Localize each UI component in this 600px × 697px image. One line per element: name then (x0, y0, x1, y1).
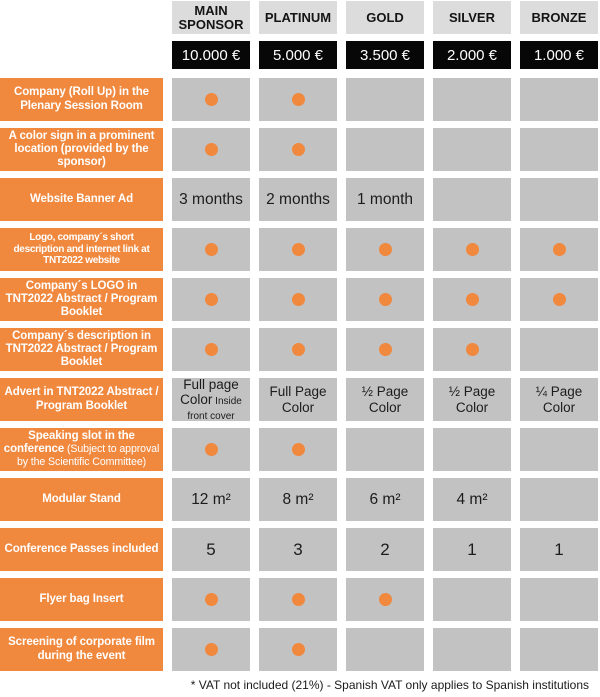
price-spacer (0, 41, 163, 69)
tier-header-silver: SILVER (433, 1, 511, 34)
tier-header-main-sponsor: MAIN SPONSOR (172, 1, 250, 34)
tier-value-cell (346, 128, 424, 171)
tier-value-cell (172, 178, 250, 221)
tier-value-cell (172, 128, 250, 171)
feature-label-text: Logo, company´s short description and internet link at TNT2022 website (13, 232, 150, 267)
tier-value-cell (346, 78, 424, 121)
tier-value-cell (433, 378, 511, 421)
cell-value-text: 3 months (179, 190, 243, 208)
feature-row (0, 578, 600, 621)
tier-value-cell (433, 78, 511, 121)
included-dot-icon (205, 343, 218, 356)
tier-value-cell (520, 578, 598, 621)
cell-value-text: 3 (293, 539, 303, 559)
included-dot-icon (379, 243, 392, 256)
feature-label-text: Modular Stand (42, 492, 121, 505)
tier-value-cell (172, 328, 250, 371)
feature-label-note: (Subject to approval by the Scientific Committee) (16, 442, 160, 469)
feature-rows (0, 78, 600, 671)
feature-row (0, 528, 600, 571)
tier-value-cell (520, 278, 598, 321)
feature-label (0, 78, 163, 121)
tier-value-cell (172, 78, 250, 121)
cell-value-text: 5 (206, 539, 216, 559)
included-dot-icon (292, 243, 305, 256)
included-dot-icon (379, 343, 392, 356)
cell-value-small-text: Inside front cover (187, 395, 242, 423)
tier-value-cell (259, 628, 337, 671)
feature-row (0, 278, 600, 321)
feature-label (0, 328, 163, 371)
included-dot-icon (292, 293, 305, 306)
tier-value-cell (346, 478, 424, 521)
tier-value-cell (520, 328, 598, 371)
tier-value-cell (172, 378, 250, 421)
feature-label-text: Company (Roll Up) in the Plenary Session Room (14, 86, 149, 112)
tier-value-cell (172, 278, 250, 321)
included-dot-icon (205, 143, 218, 156)
feature-label-text: A color sign in a prominent location (provided by the sponsor) (8, 129, 155, 169)
included-dot-icon (379, 293, 392, 306)
tier-value-cell (346, 328, 424, 371)
tier-value-cell (520, 78, 598, 121)
tier-price-silver: 2.000 € (433, 41, 511, 69)
feature-row (0, 378, 600, 421)
tier-value-cell (259, 378, 337, 421)
feature-row (0, 428, 600, 471)
tier-value-cell (172, 228, 250, 271)
feature-label (0, 378, 163, 421)
tier-value-cell (520, 528, 598, 571)
included-dot-icon (292, 93, 305, 106)
tier-value-cell (172, 578, 250, 621)
included-dot-icon (205, 443, 218, 456)
cell-value-text: ½ Page Color (448, 384, 496, 415)
tier-value-cell (259, 528, 337, 571)
cell-value-text: 1 (554, 539, 564, 559)
tier-price-gold: 3.500 € (346, 41, 424, 69)
tier-value-cell (520, 628, 598, 671)
cell-value-text: Full page Color Inside front cover (180, 376, 242, 423)
feature-label-text: Advert in TNT2022 Abstract / Program Booklet (4, 386, 159, 412)
tier-value-cell (433, 428, 511, 471)
feature-label (0, 178, 163, 221)
tier-value-cell (520, 478, 598, 521)
tier-price-row (0, 41, 600, 69)
tier-value-cell (520, 228, 598, 271)
cell-value-text: 4 m² (456, 490, 488, 508)
tier-value-cell (433, 328, 511, 371)
cell-value-text: 6 m² (369, 490, 401, 508)
tier-value-cell (520, 378, 598, 421)
tier-value-cell (433, 628, 511, 671)
tier-value-cell (346, 228, 424, 271)
included-dot-icon (205, 243, 218, 256)
tier-header-bronze: BRONZE (520, 1, 598, 34)
feature-label (0, 428, 163, 471)
tier-value-cell (172, 528, 250, 571)
tier-value-cell (346, 628, 424, 671)
cell-value-text: Full Page Color (269, 384, 327, 415)
included-dot-icon (292, 443, 305, 456)
tier-header-row (0, 1, 600, 34)
feature-label-text: Flyer bag Insert (39, 592, 124, 605)
included-dot-icon (205, 593, 218, 606)
header-spacer (0, 1, 163, 34)
tier-value-cell (433, 528, 511, 571)
tier-value-cell (259, 128, 337, 171)
feature-label (0, 228, 163, 271)
feature-label-text: Company´s LOGO in TNT2022 Abstract / Program Booklet (5, 279, 158, 319)
feature-label-text: Speaking slot in the conference (Subject to approval by the Scientific Committee) (3, 429, 160, 469)
included-dot-icon (292, 143, 305, 156)
included-dot-icon (466, 243, 479, 256)
tier-header-platinum: PLATINUM (259, 1, 337, 34)
included-dot-icon (553, 243, 566, 256)
cell-value-text: 12 m² (191, 490, 231, 508)
tier-value-cell (433, 128, 511, 171)
feature-row (0, 478, 600, 521)
feature-label-text: Website Banner Ad (29, 192, 134, 205)
feature-label (0, 128, 163, 171)
feature-row (0, 628, 600, 671)
tier-value-cell (259, 328, 337, 371)
included-dot-icon (292, 343, 305, 356)
tier-price-main-sponsor: 10.000 € (172, 41, 250, 69)
tier-value-cell (259, 428, 337, 471)
feature-label (0, 578, 163, 621)
tier-value-cell (346, 428, 424, 471)
tier-value-cell (346, 178, 424, 221)
vat-footnote: * VAT not included (21%) - Spanish VAT only applies to Spanish institutions (190, 678, 589, 692)
included-dot-icon (553, 293, 566, 306)
tier-price-bronze: 1.000 € (520, 41, 598, 69)
tier-value-cell (346, 378, 424, 421)
cell-value-text: 8 m² (282, 490, 314, 508)
tier-value-cell (433, 278, 511, 321)
tier-value-cell (259, 178, 337, 221)
tier-value-cell (433, 178, 511, 221)
feature-label-text: Conference Passes included (4, 542, 159, 555)
tier-header-gold: GOLD (346, 1, 424, 34)
included-dot-icon (292, 593, 305, 606)
feature-label (0, 528, 163, 571)
tier-value-cell (346, 278, 424, 321)
included-dot-icon (466, 293, 479, 306)
tier-value-cell (172, 478, 250, 521)
feature-row (0, 228, 600, 271)
tier-value-cell (520, 428, 598, 471)
tier-value-cell (172, 428, 250, 471)
feature-label-text: Company´s description in TNT2022 Abstract / Program Booklet (5, 329, 158, 369)
tier-value-cell (433, 478, 511, 521)
included-dot-icon (205, 93, 218, 106)
feature-label-text: Screening of corporate film during the event (8, 636, 155, 662)
cell-value-text: 2 (380, 539, 390, 559)
tier-value-cell (346, 528, 424, 571)
tier-value-cell (259, 278, 337, 321)
tier-value-cell (520, 128, 598, 171)
feature-label (0, 628, 163, 671)
included-dot-icon (292, 643, 305, 656)
cell-value-text: ½ Page Color (361, 384, 409, 415)
included-dot-icon (379, 593, 392, 606)
tier-value-cell (433, 578, 511, 621)
tier-value-cell (259, 228, 337, 271)
cell-value-text: ¼ Page Color (535, 384, 583, 415)
cell-value-text: 2 months (266, 190, 330, 208)
tier-value-cell (346, 578, 424, 621)
included-dot-icon (205, 643, 218, 656)
tier-price-platinum: 5.000 € (259, 41, 337, 69)
tier-value-cell (259, 578, 337, 621)
tier-value-cell (259, 478, 337, 521)
cell-value-text: 1 month (356, 190, 413, 208)
tier-value-cell (172, 628, 250, 671)
included-dot-icon (205, 293, 218, 306)
tier-value-cell (433, 228, 511, 271)
feature-row (0, 78, 600, 121)
tier-value-cell (259, 78, 337, 121)
feature-label (0, 278, 163, 321)
feature-row (0, 178, 600, 221)
included-dot-icon (466, 343, 479, 356)
feature-row (0, 328, 600, 371)
feature-label (0, 478, 163, 521)
cell-value-text: 1 (467, 539, 477, 559)
feature-row (0, 128, 600, 171)
tier-value-cell (520, 178, 598, 221)
